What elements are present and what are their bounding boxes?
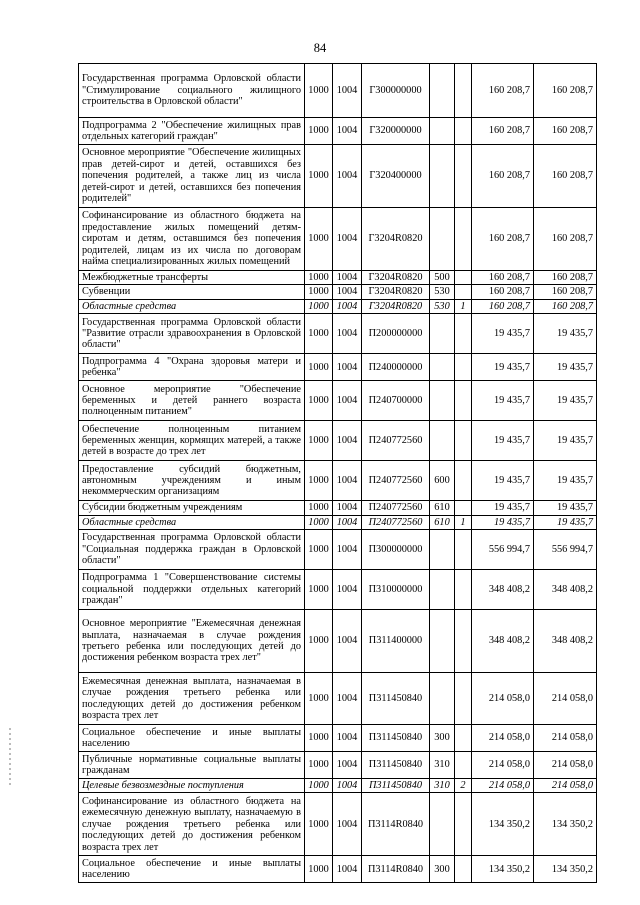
row-subsection: 1004 <box>333 725 362 752</box>
row-expense-type: 300 <box>430 725 455 752</box>
row-section: 1000 <box>305 856 333 883</box>
row-amount-2: 160 208,7 <box>534 271 597 285</box>
table-row <box>79 779 597 793</box>
row-amount-1: 214 058,0 <box>472 725 534 752</box>
row-name: Подпрограмма 1 "Совершенствование системы социальной поддержки отдельных категорий граждан" <box>79 570 305 610</box>
row-amount-2: 19 435,7 <box>534 354 597 381</box>
row-target-code: Г3204R0820 <box>362 299 430 313</box>
table-row <box>79 354 597 381</box>
table-row <box>79 64 597 118</box>
row-target-code: Г3204R0820 <box>362 285 430 299</box>
row-funding-source <box>455 285 472 299</box>
row-expense-type <box>430 208 455 271</box>
row-section: 1000 <box>305 118 333 145</box>
row-expense-type <box>430 570 455 610</box>
row-funding-source <box>455 208 472 271</box>
row-section: 1000 <box>305 501 333 515</box>
row-expense-type <box>430 421 455 461</box>
row-amount-1: 19 435,7 <box>472 421 534 461</box>
row-amount-1: 134 350,2 <box>472 793 534 856</box>
row-name: Межбюджетные трансферты <box>79 271 305 285</box>
row-section: 1000 <box>305 271 333 285</box>
row-section: 1000 <box>305 779 333 793</box>
row-subsection: 1004 <box>333 673 362 725</box>
row-subsection: 1004 <box>333 501 362 515</box>
row-subsection: 1004 <box>333 118 362 145</box>
row-expense-type: 610 <box>430 501 455 515</box>
row-expense-type: 530 <box>430 285 455 299</box>
row-amount-2: 214 058,0 <box>534 725 597 752</box>
row-target-code: Г300000000 <box>362 64 430 118</box>
row-funding-source <box>455 271 472 285</box>
row-amount-2: 19 435,7 <box>534 461 597 501</box>
row-subsection: 1004 <box>333 610 362 673</box>
row-amount-1: 160 208,7 <box>472 145 534 208</box>
row-expense-type: 530 <box>430 299 455 313</box>
row-section: 1000 <box>305 285 333 299</box>
row-funding-source: 1 <box>455 515 472 529</box>
row-funding-source <box>455 145 472 208</box>
row-amount-2: 214 058,0 <box>534 779 597 793</box>
row-subsection: 1004 <box>333 779 362 793</box>
row-section: 1000 <box>305 673 333 725</box>
row-funding-source <box>455 64 472 118</box>
row-funding-source <box>455 354 472 381</box>
row-amount-1: 19 435,7 <box>472 461 534 501</box>
row-amount-2: 348 408,2 <box>534 610 597 673</box>
row-amount-2: 160 208,7 <box>534 145 597 208</box>
table-row <box>79 208 597 271</box>
row-target-code: П300000000 <box>362 530 430 570</box>
row-amount-2: 134 350,2 <box>534 793 597 856</box>
row-name: Софинансирование из областного бюджета на ежемесячную денежную выплату, назначаемую в случае рождения третьего ребенка или последующих детей до достижения ребенком возраста трех лет <box>79 793 305 856</box>
row-name: Основное мероприятие "Обеспечение беременных и детей раннего возраста полноценным питанием" <box>79 381 305 421</box>
row-amount-1: 160 208,7 <box>472 208 534 271</box>
budget-table <box>78 63 597 883</box>
row-amount-1: 19 435,7 <box>472 354 534 381</box>
row-amount-2: 160 208,7 <box>534 64 597 118</box>
table-row <box>79 381 597 421</box>
row-section: 1000 <box>305 145 333 208</box>
row-section: 1000 <box>305 793 333 856</box>
row-name: Областные средства <box>79 299 305 313</box>
row-funding-source: 1 <box>455 299 472 313</box>
row-name: Основное мероприятие "Ежемесячная денежная выплата, назначаемая в случае рождения третьего ребенка или последующих детей до достижения ребенком возраста трех лет" <box>79 610 305 673</box>
row-amount-2: 348 408,2 <box>534 570 597 610</box>
row-section: 1000 <box>305 381 333 421</box>
row-amount-1: 19 435,7 <box>472 515 534 529</box>
row-target-code: П240772560 <box>362 501 430 515</box>
scan-artifact <box>9 728 11 788</box>
row-amount-2: 19 435,7 <box>534 501 597 515</box>
table-row <box>79 752 597 779</box>
row-name: Подпрограмма 4 "Охрана здоровья матери и ребенка" <box>79 354 305 381</box>
row-expense-type: 300 <box>430 856 455 883</box>
row-section: 1000 <box>305 752 333 779</box>
row-section: 1000 <box>305 461 333 501</box>
table-row <box>79 145 597 208</box>
row-amount-2: 19 435,7 <box>534 314 597 354</box>
row-amount-1: 348 408,2 <box>472 570 534 610</box>
row-name: Подпрограмма 2 "Обеспечение жилищных прав отдельных категорий граждан" <box>79 118 305 145</box>
row-name: Публичные нормативные социальные выплаты гражданам <box>79 752 305 779</box>
row-expense-type <box>430 314 455 354</box>
row-amount-2: 160 208,7 <box>534 285 597 299</box>
row-amount-2: 160 208,7 <box>534 299 597 313</box>
row-target-code: П240772560 <box>362 461 430 501</box>
page-number: 84 <box>313 41 327 55</box>
row-expense-type: 310 <box>430 779 455 793</box>
row-funding-source <box>455 793 472 856</box>
row-amount-2: 134 350,2 <box>534 856 597 883</box>
row-target-code: Г320400000 <box>362 145 430 208</box>
table-row <box>79 501 597 515</box>
row-target-code: П3114R0840 <box>362 793 430 856</box>
row-expense-type: 600 <box>430 461 455 501</box>
table-row <box>79 461 597 501</box>
row-section: 1000 <box>305 421 333 461</box>
row-funding-source <box>455 856 472 883</box>
row-subsection: 1004 <box>333 145 362 208</box>
row-name: Основное мероприятие "Обеспечение жилищных прав детей-сирот и детей, оставшихся без попечения родителей, а также лиц из числа детей-сирот и детей, оставшихся без попечения родителей" <box>79 145 305 208</box>
row-target-code: П240000000 <box>362 354 430 381</box>
row-name: Целевые безвозмездные поступления <box>79 779 305 793</box>
row-section: 1000 <box>305 314 333 354</box>
row-section: 1000 <box>305 515 333 529</box>
row-name: Софинансирование из областного бюджета на предоставление жилых помещений детям-сиротам и детям, оставшимся без попечения родителей, лицам из их числа по договорам найма специализированных жилых помещений <box>79 208 305 271</box>
row-section: 1000 <box>305 208 333 271</box>
row-amount-2: 19 435,7 <box>534 381 597 421</box>
row-subsection: 1004 <box>333 354 362 381</box>
row-amount-1: 214 058,0 <box>472 779 534 793</box>
row-amount-2: 214 058,0 <box>534 752 597 779</box>
table-row <box>79 314 597 354</box>
row-amount-1: 160 208,7 <box>472 64 534 118</box>
row-section: 1000 <box>305 530 333 570</box>
row-subsection: 1004 <box>333 421 362 461</box>
row-expense-type <box>430 673 455 725</box>
row-subsection: 1004 <box>333 314 362 354</box>
row-subsection: 1004 <box>333 208 362 271</box>
row-funding-source <box>455 673 472 725</box>
table-row <box>79 673 597 725</box>
row-amount-1: 160 208,7 <box>472 118 534 145</box>
table-row <box>79 271 597 285</box>
row-funding-source <box>455 530 472 570</box>
row-section: 1000 <box>305 354 333 381</box>
row-amount-1: 134 350,2 <box>472 856 534 883</box>
row-funding-source <box>455 725 472 752</box>
row-target-code: П240772560 <box>362 515 430 529</box>
row-subsection: 1004 <box>333 515 362 529</box>
row-target-code: П311400000 <box>362 610 430 673</box>
row-expense-type <box>430 145 455 208</box>
row-amount-1: 214 058,0 <box>472 673 534 725</box>
row-expense-type <box>430 64 455 118</box>
row-section: 1000 <box>305 725 333 752</box>
table-row <box>79 285 597 299</box>
row-amount-1: 160 208,7 <box>472 299 534 313</box>
row-target-code: П311450840 <box>362 779 430 793</box>
row-funding-source <box>455 461 472 501</box>
table-row <box>79 530 597 570</box>
table-row <box>79 610 597 673</box>
row-funding-source <box>455 381 472 421</box>
row-funding-source <box>455 570 472 610</box>
row-amount-1: 160 208,7 <box>472 285 534 299</box>
row-expense-type: 610 <box>430 515 455 529</box>
row-subsection: 1004 <box>333 271 362 285</box>
row-section: 1000 <box>305 64 333 118</box>
row-amount-1: 19 435,7 <box>472 381 534 421</box>
row-amount-1: 348 408,2 <box>472 610 534 673</box>
row-amount-2: 19 435,7 <box>534 421 597 461</box>
row-section: 1000 <box>305 299 333 313</box>
row-target-code: П240772560 <box>362 421 430 461</box>
table-row <box>79 725 597 752</box>
row-name: Областные средства <box>79 515 305 529</box>
row-expense-type <box>430 530 455 570</box>
row-name: Субсидии бюджетным учреждениям <box>79 501 305 515</box>
row-subsection: 1004 <box>333 752 362 779</box>
row-amount-1: 214 058,0 <box>472 752 534 779</box>
row-subsection: 1004 <box>333 285 362 299</box>
row-target-code: Г3204R0820 <box>362 208 430 271</box>
table-row <box>79 856 597 883</box>
row-amount-1: 19 435,7 <box>472 314 534 354</box>
row-target-code: П3114R0840 <box>362 856 430 883</box>
row-name: Субвенции <box>79 285 305 299</box>
row-subsection: 1004 <box>333 530 362 570</box>
row-subsection: 1004 <box>333 381 362 421</box>
row-target-code: П200000000 <box>362 314 430 354</box>
row-funding-source: 2 <box>455 779 472 793</box>
row-expense-type <box>430 610 455 673</box>
row-amount-1: 160 208,7 <box>472 271 534 285</box>
row-subsection: 1004 <box>333 299 362 313</box>
row-name: Обеспечение полноценным питанием беременных женщин, кормящих матерей, а также детей в возрасте до трех лет <box>79 421 305 461</box>
row-target-code: П240700000 <box>362 381 430 421</box>
row-funding-source <box>455 314 472 354</box>
row-amount-2: 214 058,0 <box>534 673 597 725</box>
table-row <box>79 118 597 145</box>
row-funding-source <box>455 610 472 673</box>
row-target-code: Г3204R0820 <box>362 271 430 285</box>
row-amount-1: 19 435,7 <box>472 501 534 515</box>
row-subsection: 1004 <box>333 64 362 118</box>
row-subsection: 1004 <box>333 461 362 501</box>
row-name: Ежемесячная денежная выплата, назначаемая в случае рождения третьего ребенка или последующих детей до достижения ребенком возраста трех лет <box>79 673 305 725</box>
row-funding-source <box>455 421 472 461</box>
row-target-code: П310000000 <box>362 570 430 610</box>
row-subsection: 1004 <box>333 856 362 883</box>
row-expense-type <box>430 354 455 381</box>
row-amount-2: 160 208,7 <box>534 208 597 271</box>
table-row <box>79 515 597 529</box>
row-name: Социальное обеспечение и иные выплаты населению <box>79 725 305 752</box>
row-amount-2: 160 208,7 <box>534 118 597 145</box>
row-expense-type <box>430 793 455 856</box>
row-section: 1000 <box>305 570 333 610</box>
row-subsection: 1004 <box>333 793 362 856</box>
table-row <box>79 299 597 313</box>
row-expense-type <box>430 118 455 145</box>
row-expense-type <box>430 381 455 421</box>
row-section: 1000 <box>305 610 333 673</box>
row-funding-source <box>455 752 472 779</box>
row-expense-type: 500 <box>430 271 455 285</box>
row-funding-source <box>455 118 472 145</box>
table-row <box>79 570 597 610</box>
table-row <box>79 793 597 856</box>
row-subsection: 1004 <box>333 570 362 610</box>
row-amount-2: 19 435,7 <box>534 515 597 529</box>
row-name: Предоставление субсидий бюджетным, автономным учреждениям и иным некоммерческим организациям <box>79 461 305 501</box>
row-target-code: П311450840 <box>362 725 430 752</box>
row-name: Государственная программа Орловской области "Социальная поддержка граждан в Орловской области" <box>79 530 305 570</box>
row-target-code: Г320000000 <box>362 118 430 145</box>
row-target-code: П311450840 <box>362 752 430 779</box>
table-row <box>79 421 597 461</box>
row-funding-source <box>455 501 472 515</box>
row-name: Государственная программа Орловской области "Развитие отрасли здравоохранения в Орловской области" <box>79 314 305 354</box>
row-amount-2: 556 994,7 <box>534 530 597 570</box>
row-name: Государственная программа Орловской области "Стимулирование социального жилищного строительства в Орловской области" <box>79 64 305 118</box>
row-name: Социальное обеспечение и иные выплаты населению <box>79 856 305 883</box>
row-amount-1: 556 994,7 <box>472 530 534 570</box>
row-expense-type: 310 <box>430 752 455 779</box>
row-target-code: П311450840 <box>362 673 430 725</box>
